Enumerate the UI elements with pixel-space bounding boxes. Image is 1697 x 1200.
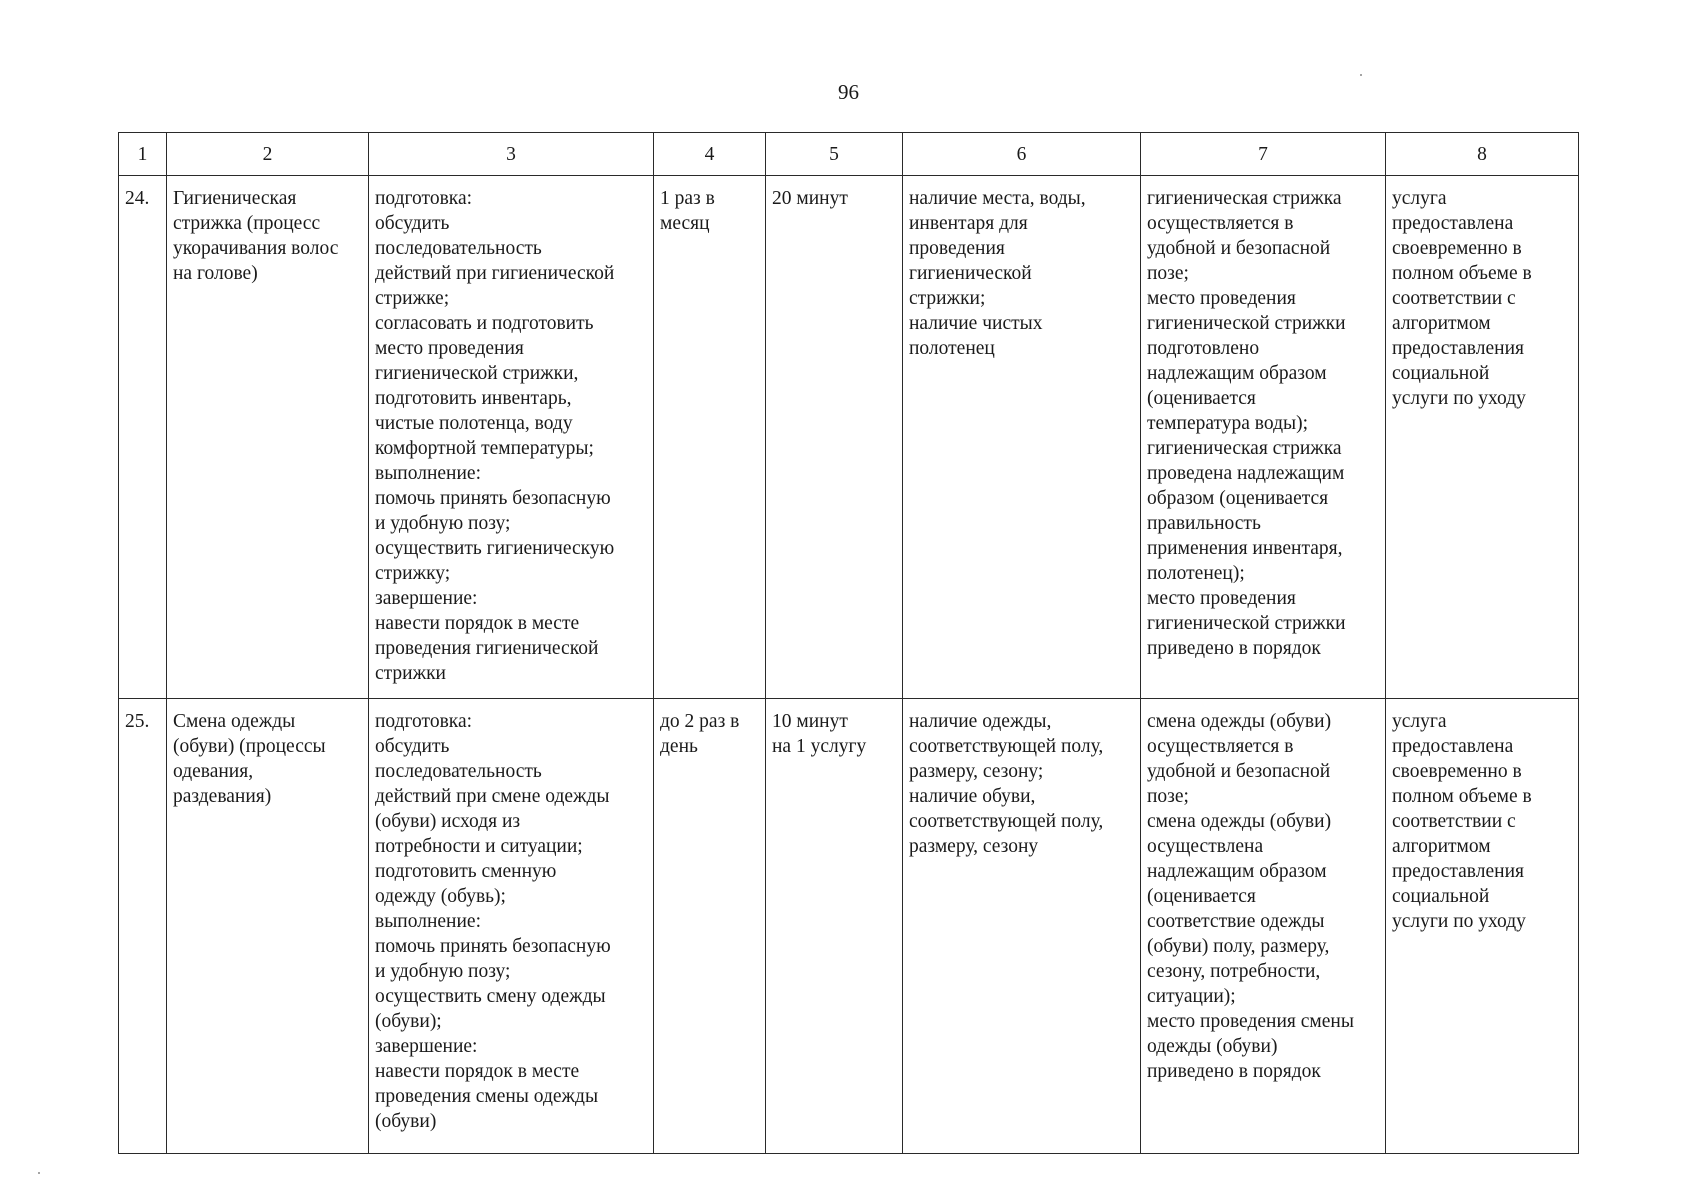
header-cell: 5 [766, 133, 903, 176]
header-cell: 2 [167, 133, 369, 176]
table-row [119, 176, 1579, 699]
header-cell: 1 [119, 133, 167, 176]
quality-cell: смена одежды (обуви) осуществляется в удобной и безопасной позе; смена одежды (обуви) осуществлена надлежащим образом (оценивается соответствие одежды (обуви) полу, размеру, сезону, потребности, ситуации); место проведения смены одежды (обуви) приведено в порядок [1141, 699, 1386, 1154]
frequency-cell: до 2 раз в день [654, 699, 766, 1154]
conditions-cell: наличие одежды, соответствующей полу, размеру, сезону; наличие обуви, соответствующей полу, размеру, сезону [903, 699, 1141, 1154]
header-cell: 6 [903, 133, 1141, 176]
scan-speck [1360, 74, 1362, 76]
services-table [118, 132, 1579, 1154]
quality-cell: гигиеническая стрижка осуществляется в удобной и безопасной позе; место проведения гигиенической стрижки подготовлено надлежащим образом (оценивается температура воды); гигиеническая стрижка проведена надлежащим образом (оценивается правильность применения инвентаря, полотенец); место проведения гигиенической стрижки приведено в порядок [1141, 176, 1386, 699]
header-cell: 3 [369, 133, 654, 176]
row-number-cell: 24. [119, 176, 167, 699]
table-header-row [119, 133, 1579, 176]
header-cell: 8 [1386, 133, 1579, 176]
row-number-cell: 25. [119, 699, 167, 1154]
table-row [119, 699, 1579, 1154]
service-content-cell: подготовка: обсудить последовательность действий при смене одежды (обуви) исходя из потребности и ситуации; подготовить сменную одежду (обувь); выполнение: помочь принять безопасную и удобную позу; осуществить смену одежды (обуви); завершение: навести порядок в месте проведения смены одежды (обуви) [369, 699, 654, 1154]
service-name-cell: Смена одежды (обуви) (процессы одевания, раздевания) [167, 699, 369, 1154]
header-cell: 7 [1141, 133, 1386, 176]
conditions-cell: наличие места, воды, инвентаря для проведения гигиенической стрижки; наличие чистых полотенец [903, 176, 1141, 699]
scan-speck [38, 1172, 40, 1174]
page-number: 96 [838, 80, 859, 104]
frequency-cell: 1 раз в месяц [654, 176, 766, 699]
header-cell: 4 [654, 133, 766, 176]
service-name-cell: Гигиеническая стрижка (процесс укорачивания волос на голове) [167, 176, 369, 699]
duration-cell: 20 минут [766, 176, 903, 699]
result-cell: услуга предоставлена своевременно в полном объеме в соответствии с алгоритмом предоставления социальной услуги по уходу [1386, 699, 1579, 1154]
duration-cell: 10 минут на 1 услугу [766, 699, 903, 1154]
service-content-cell: подготовка: обсудить последовательность действий при гигиенической стрижке; согласовать и подготовить место проведения гигиенической стрижки, подготовить инвентарь, чистые полотенца, воду комфортной температуры; выполнение: помочь принять безопасную и удобную позу; осуществить гигиеническую стрижку; завершение: навести порядок в месте проведения гигиенической стрижки [369, 176, 654, 699]
result-cell: услуга предоставлена своевременно в полном объеме в соответствии с алгоритмом предоставления социальной услуги по уходу [1386, 176, 1579, 699]
